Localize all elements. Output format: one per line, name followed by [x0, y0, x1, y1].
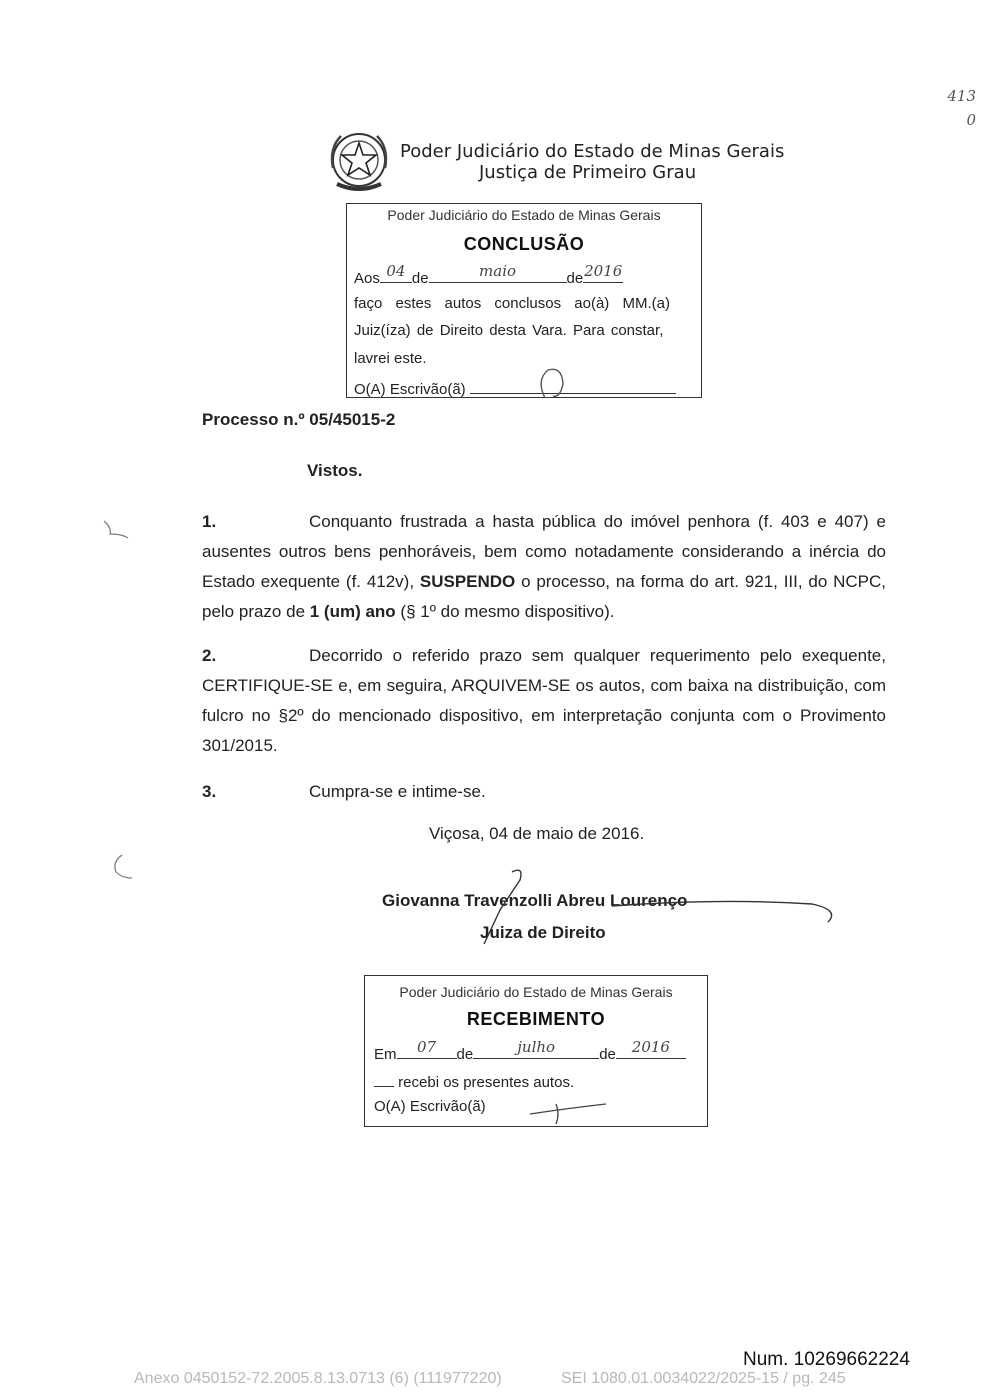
- paragraph-bold: SUSPENDO: [419, 572, 516, 591]
- conclusao-stamp: [346, 203, 702, 398]
- de-label: de: [566, 270, 584, 287]
- de-label: de: [599, 1046, 616, 1063]
- judge-role: Juiza de Direito: [480, 923, 606, 942]
- recebimento-date-line: [374, 1038, 686, 1063]
- paragraph-text: Cumpra-se e intime-se.: [309, 782, 486, 801]
- aos-label: Aos: [354, 270, 380, 287]
- escrivao-line: [354, 377, 676, 398]
- handwritten-day: 04: [386, 262, 406, 280]
- page-number-line2: 0: [966, 111, 976, 129]
- court-instance: Justiça de Primeiro Grau: [479, 162, 697, 183]
- handwritten-day: 07: [416, 1038, 437, 1056]
- conclusao-line3: Juiz(íza) de Direito desta Vara. Para constar,: [354, 322, 664, 339]
- handwritten-year: 2016: [631, 1038, 670, 1056]
- de-label: de: [411, 270, 429, 287]
- court-name: Poder Judiciário do Estado de Minas Gerais: [400, 141, 785, 162]
- coat-of-arms-icon: [325, 128, 393, 196]
- margin-tick-mark: [104, 521, 128, 538]
- vistos-heading: Vistos.: [307, 461, 363, 480]
- date-line: Viçosa, 04 de maio de 2016.: [429, 824, 645, 843]
- conclusao-date-line: [354, 262, 623, 287]
- paragraph-text: Decorrido o referido prazo sem qualquer requerimento pelo exequente, CERTIFIQUE-SE e, em seguira, ARQUIVEM-SE os autos, com baixa na distribuição, com fulcro no §2º do mencionado dispositivo, em interpretação conjunta com o Provimento 301/2015.: [202, 646, 886, 755]
- escrivao-label: O(A) Escrivão(ã): [354, 381, 466, 398]
- de-label: de: [456, 1046, 474, 1063]
- judge-name: Giovanna Travenzolli Abreu Lourenço: [382, 891, 688, 910]
- anexo-reference: Anexo 0450152-72.2005.8.13.0713 (6) (111977220): [134, 1370, 502, 1387]
- conclusao-line4: lavrei este.: [354, 350, 427, 367]
- margin-tick-mark: [115, 855, 132, 878]
- document-number: Num. 10269662224: [743, 1349, 910, 1370]
- page-number-line1: 413: [947, 87, 976, 105]
- paragraph-text: o processo, na forma do art. 921, III, do NCPC, pelo prazo de: [202, 572, 886, 621]
- recebimento-stamp: [364, 975, 708, 1127]
- paragraph-2: [202, 641, 886, 761]
- handwritten-year: 2016: [584, 262, 623, 280]
- paragraph-number: 2.: [202, 646, 217, 665]
- paragraph-number: 3.: [202, 782, 217, 801]
- em-label: Em: [374, 1046, 397, 1063]
- paragraph-bold: 1 (um) ano: [309, 602, 396, 621]
- paragraph-1: [202, 507, 886, 627]
- stamp-org: Poder Judiciário do Estado de Minas Gerais: [387, 207, 661, 223]
- stamp-title: RECEBIMENTO: [466, 1009, 606, 1029]
- case-number: Processo n.º 05/45015-2: [202, 410, 396, 429]
- sei-reference: SEI 1080.01.0034022/2025-15 / pg. 245: [561, 1370, 846, 1387]
- escrivao-label: O(A) Escrivão(ã): [374, 1098, 486, 1115]
- stamp-org: Poder Judiciário do Estado de Minas Gerais: [399, 984, 673, 1000]
- handwritten-page-number: [947, 84, 976, 132]
- handwritten-month: julho: [517, 1038, 556, 1056]
- escrivao-line: [374, 1098, 486, 1115]
- paragraph-3: [202, 777, 886, 807]
- handwritten-month: maio: [479, 262, 517, 280]
- recebi-text: recebi os presentes autos.: [398, 1074, 575, 1091]
- paragraph-text: Conquanto frustrada a hasta pública do imóvel penhora (f. 403 e 407) e ausentes outros bens penhoráveis, bem como notadamente considerando a inércia do Estado exequente (f. 412v),: [202, 512, 886, 591]
- paragraph-number: 1.: [202, 512, 217, 531]
- recebimento-line2: [374, 1070, 574, 1091]
- conclusao-line2: faço estes autos conclusos ao(à) MM.(a): [354, 295, 670, 312]
- paragraph-text: (§ 1º do mesmo dispositivo).: [395, 602, 615, 621]
- stamp-title: CONCLUSÃO: [463, 234, 585, 254]
